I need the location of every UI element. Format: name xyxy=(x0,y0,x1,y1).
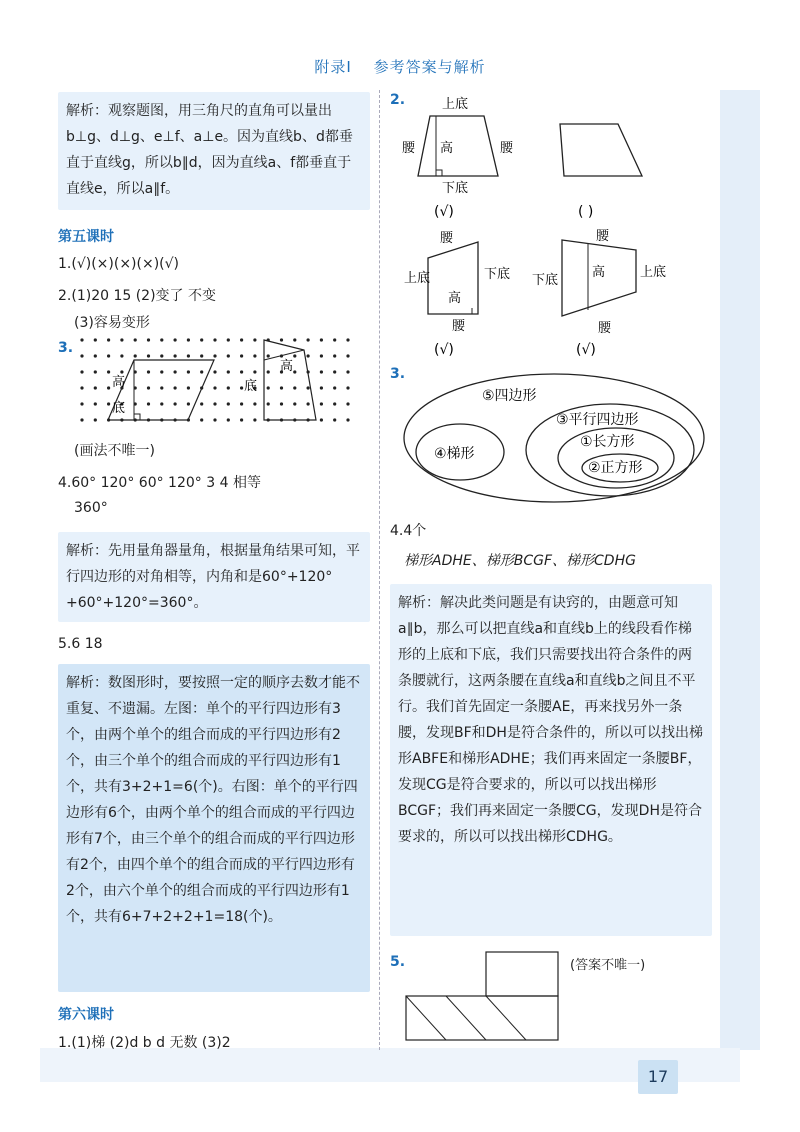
grid-dot xyxy=(187,402,190,405)
t4-mark: (√) xyxy=(576,342,596,358)
t4-top-label: 腰 xyxy=(596,229,610,244)
grid-dot xyxy=(200,402,203,405)
grid-dot xyxy=(240,386,243,389)
q5-figure xyxy=(400,950,570,1050)
analysis-box-4 xyxy=(58,532,370,622)
lesson6-q1: 1.(1)梯 (2)d b d 无数 (3)2 xyxy=(58,1035,231,1051)
grid-dot xyxy=(240,370,243,373)
grid-dot xyxy=(320,354,323,357)
page-bottom-decoration xyxy=(40,1048,740,1082)
grid-label-base: 底 xyxy=(112,401,126,416)
trapezoid-1 xyxy=(418,116,498,176)
grid-dot xyxy=(280,338,283,341)
grid-dot xyxy=(213,370,216,373)
grid-dot xyxy=(267,354,270,357)
grid-dot xyxy=(213,354,216,357)
grid-label-high: 高 xyxy=(112,375,126,390)
grid-dot xyxy=(227,354,230,357)
grid-dot xyxy=(293,402,296,405)
grid-dot xyxy=(187,354,190,357)
grid-dot xyxy=(120,338,123,341)
t4-bottom-label: 腰 xyxy=(598,321,612,336)
grid-dot xyxy=(160,354,163,357)
lesson5-q5: 5.6 18 xyxy=(58,636,103,652)
trapezoid-figures xyxy=(398,92,718,362)
grid-dot xyxy=(240,418,243,421)
grid-dot xyxy=(187,386,190,389)
grid-dot xyxy=(107,402,110,405)
grid-dot xyxy=(280,402,283,405)
t4-left-label: 下底 xyxy=(532,273,559,288)
grid-dot xyxy=(346,386,349,389)
grid-dot xyxy=(253,354,256,357)
page-edge-decoration xyxy=(720,90,760,1050)
grid-dot xyxy=(107,386,110,389)
right-q5-note: (答案不唯一) xyxy=(570,958,646,973)
grid-dot xyxy=(134,354,137,357)
grid-label-base2: 底 xyxy=(244,379,258,394)
grid-dot xyxy=(307,386,310,389)
lesson5-q2b: (3)容易变形 xyxy=(74,315,150,331)
lesson5-q4b: 360° xyxy=(74,500,108,516)
grid-dot xyxy=(227,402,230,405)
grid-dot xyxy=(307,338,310,341)
grid-dot xyxy=(320,386,323,389)
lesson5-q1: 1.(√)(×)(×)(×)(√) xyxy=(58,256,180,272)
venn-rect-label: ①长方形 xyxy=(580,434,635,450)
analysis-box-1 xyxy=(58,92,370,210)
grid-dot xyxy=(200,370,203,373)
grid-dot xyxy=(174,402,177,405)
grid-dot xyxy=(253,402,256,405)
grid-dot xyxy=(320,418,323,421)
lesson5-q2a: 2.(1)20 15 (2)变了 不变 xyxy=(58,288,216,304)
grid-dot xyxy=(320,370,323,373)
trapezoid-grid-shape xyxy=(264,340,316,420)
grid-label-high2: 高 xyxy=(280,359,294,374)
grid-dot xyxy=(120,370,123,373)
grid-dot xyxy=(293,370,296,373)
lesson-5-heading: 第五课时 xyxy=(58,229,114,245)
grid-dot xyxy=(333,386,336,389)
grid-dot xyxy=(346,338,349,341)
grid-dot xyxy=(267,386,270,389)
grid-dot xyxy=(267,402,270,405)
grid-dot xyxy=(346,418,349,421)
grid-dot xyxy=(293,386,296,389)
grid-dot xyxy=(240,402,243,405)
grid-dot xyxy=(293,338,296,341)
grid-dot xyxy=(107,354,110,357)
grid-dot xyxy=(174,338,177,341)
grid-dot xyxy=(253,418,256,421)
grid-dot xyxy=(80,386,83,389)
grid-dot xyxy=(174,386,177,389)
t1-mark: (√) xyxy=(434,204,454,220)
grid-dot xyxy=(94,370,97,373)
t1-right-label: 腰 xyxy=(500,141,514,156)
t3-bottom-label: 腰 xyxy=(452,319,466,334)
grid-dot xyxy=(134,338,137,341)
t2-mark: ( ) xyxy=(578,204,594,220)
right-q4b: 梯形ADHE、梯形BCGF、梯形CDHG xyxy=(404,553,636,569)
grid-dot xyxy=(187,370,190,373)
t1-bottom-label: 下底 xyxy=(442,181,469,196)
t4-right-label: 上底 xyxy=(640,265,667,280)
grid-dot xyxy=(187,338,190,341)
grid-dot xyxy=(240,338,243,341)
t1-top-label: 上底 xyxy=(442,97,469,112)
grid-dot xyxy=(227,370,230,373)
venn-square-label: ②正方形 xyxy=(588,460,643,476)
venn-outer-label: ⑤四边形 xyxy=(482,388,537,404)
grid-dot xyxy=(160,370,163,373)
grid-dot xyxy=(200,354,203,357)
grid-dot xyxy=(94,402,97,405)
t3-top-label: 腰 xyxy=(440,231,454,246)
grid-dot xyxy=(213,386,216,389)
grid-dot xyxy=(80,402,83,405)
grid-dot xyxy=(200,418,203,421)
t3-right-label: 下底 xyxy=(484,267,511,282)
page-header xyxy=(0,56,800,77)
t3-mid-label: 高 xyxy=(448,291,462,306)
right-q3-label: 3. xyxy=(390,366,406,382)
grid-dot xyxy=(253,370,256,373)
grid-dot xyxy=(147,354,150,357)
grid-dot xyxy=(213,418,216,421)
grid-dot xyxy=(120,354,123,357)
grid-dot xyxy=(174,354,177,357)
grid-dot xyxy=(293,354,296,357)
analysis-1-text: 解析：观察题图，用三角尺的直角可以量出b⊥g、d⊥g、e⊥f、a⊥e。因为直线b、d都垂直于直线g，所以b∥d，因为直线a、f都垂直于直线e，所以a∥f。 xyxy=(66,103,353,197)
grid-dot xyxy=(213,338,216,341)
grid-dot xyxy=(94,386,97,389)
analysis-4-text: 解析：先用量角器量角，根据量角结果可知，平行四边形的对角相等，内角和是60°+120°+60°+120°=360°。 xyxy=(66,543,360,611)
grid-dot xyxy=(80,370,83,373)
grid-dot xyxy=(346,354,349,357)
t3-left-label: 上底 xyxy=(404,271,431,286)
grid-dot xyxy=(147,370,150,373)
grid-dot xyxy=(333,418,336,421)
grid-dot xyxy=(346,402,349,405)
t1-mid-label: 高 xyxy=(440,141,454,156)
grid-dot xyxy=(94,418,97,421)
grid-dot xyxy=(80,354,83,357)
lesson5-q4a: 4.60° 120° 60° 120° 3 4 相等 xyxy=(58,475,261,491)
lesson5-q3-note: (画法不唯一) xyxy=(74,443,155,459)
trapezoid-2 xyxy=(560,124,642,176)
grid-dot xyxy=(280,386,283,389)
grid-dot xyxy=(333,402,336,405)
venn-trapezoid-label: ④梯形 xyxy=(434,446,475,462)
grid-dot xyxy=(147,402,150,405)
grid-dot xyxy=(227,338,230,341)
lesson5-q3-label: 3. xyxy=(58,340,74,356)
venn-para-label: ③平行四边形 xyxy=(556,412,639,428)
grid-dot xyxy=(107,338,110,341)
grid-dot xyxy=(320,402,323,405)
appendix-label: 附录Ⅰ xyxy=(314,58,352,76)
right-q2-label: 2. xyxy=(390,92,406,108)
grid-dot xyxy=(174,370,177,373)
grid-dot xyxy=(240,354,243,357)
t1-left-label: 腰 xyxy=(402,141,416,156)
grid-dot xyxy=(94,354,97,357)
grid-dot xyxy=(346,370,349,373)
grid-dot xyxy=(94,338,97,341)
page-number: 17 xyxy=(638,1060,678,1094)
right-q4a: 4.4个 xyxy=(390,523,427,539)
t3-mark: (√) xyxy=(434,342,454,358)
grid-dot xyxy=(333,370,336,373)
column-divider xyxy=(379,90,380,1050)
grid-dot xyxy=(213,402,216,405)
grid-dot xyxy=(80,338,83,341)
analysis-5-text: 解析：数图形时，要按照一定的顺序去数才能不重复、不遗漏。左图：单个的平行四边形有3个，由两个单个的组合而成的平行四边形有2个，由三个单个的组合而成的平行四边形有1个，共有3+2+1=6(个)。右图：单个的平行四边形有6个，由两个单个的组合而成的平行四边形有7个，由三个单个的组合而成的平行四边形有2个，由四个单个的组合而成的平行四边形有2个，由六个单个的组合而成的平行四边形有1个，共有6+7+2+2+1=18(个)。 xyxy=(66,675,360,925)
header-title: 参考答案与解析 xyxy=(373,58,486,76)
grid-dot xyxy=(307,354,310,357)
grid-dot xyxy=(253,338,256,341)
grid-dot xyxy=(227,418,230,421)
grid-dot xyxy=(333,354,336,357)
grid-dot xyxy=(107,370,110,373)
analysis-box-5 xyxy=(58,664,370,992)
grid-dot xyxy=(160,402,163,405)
lesson-6-heading: 第六课时 xyxy=(58,1007,114,1023)
right-q5-label: 5. xyxy=(390,954,406,970)
grid-dot xyxy=(200,338,203,341)
grid-dot xyxy=(227,386,230,389)
grid-dot xyxy=(307,402,310,405)
grid-dot xyxy=(80,418,83,421)
quadrilateral-venn xyxy=(398,370,712,506)
grid-dot xyxy=(160,386,163,389)
analysis-box-right-4 xyxy=(390,584,712,936)
grid-dot xyxy=(147,386,150,389)
dot-grid-figure xyxy=(68,336,368,422)
grid-dot xyxy=(147,338,150,341)
grid-dot xyxy=(160,338,163,341)
grid-dot xyxy=(320,338,323,341)
t4-mid-label: 高 xyxy=(592,265,606,280)
analysis-right-4-text: 解析：解决此类问题是有诀窍的，由题意可知a∥b，那么可以把直线a和直线b上的线段看作梯形的上底和下底，我们只需要找出符合条件的两条腰就行，这两条腰在直线a和直线b之间且不平行。我们首先固定一条腰AE，再来找另外一条腰，发现BF和DH是符合条件的，所以可以找出梯形ABFE和梯形ADHE；我们再来固定一条腰BF，发现CG是符合要求的，所以可以找出梯形BCGF；我们再来固定一条腰CG，发现DH是符合要求的，所以可以找出梯形CDHG。 xyxy=(398,595,703,845)
grid-dot xyxy=(267,370,270,373)
grid-dot xyxy=(333,338,336,341)
